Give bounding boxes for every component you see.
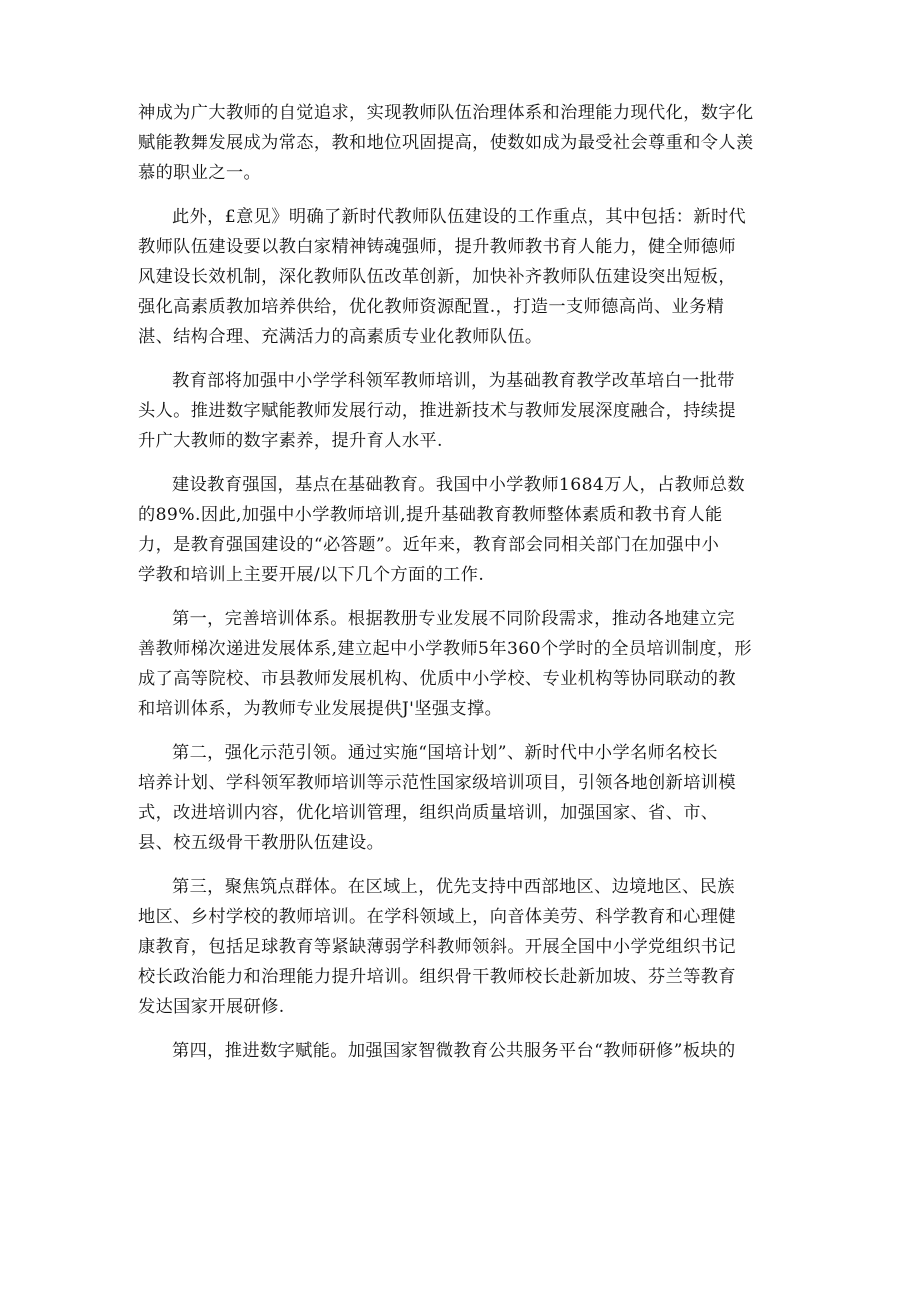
text-line: 成了高等院校、市县教师发展机构、优质中小学校、专业机构等协同联动的教	[138, 669, 736, 689]
text-line: 此外，£意见》明确了新时代教师队伍建设的工作重点，其中包括：新时代	[172, 207, 747, 227]
text-line: 第四，推进数字赋能。加强国家智微教育公共服务平台“教师研修”板块的	[172, 1041, 736, 1061]
text-line: 学教和培训上主要开展/以下几个方面的工作.	[138, 565, 485, 585]
paragraph	[138, 98, 784, 188]
text-line: 教师队伍建设要以教白家精神铸魂强师，提升教师教书育人能力，健全师德师	[138, 237, 736, 257]
text-line: 教育部将加强中小学学科领军教师培训，为基础教育教学改革培白一批带	[172, 371, 735, 391]
text-line: 发达国家开展研修.	[138, 997, 285, 1017]
paragraph	[138, 202, 784, 352]
paragraph	[138, 604, 784, 724]
text-line: 第二，强化示范引领。通过实施“国培计划”、新时代中小学名师名校长	[172, 743, 719, 763]
text-line: 的89%.因此,加强中小学教师培训,提升基础教育教师整体素质和教书育人能	[138, 505, 723, 525]
text-line: 第三，聚焦筑点群体。在区域上，优先支持中西部地区、边境地区、民族	[172, 877, 735, 897]
text-line: 地区、乡村学校的教师培训。在学科领域上，向音体美劳、科学教育和心理健	[138, 907, 736, 927]
text-line: 风建设长效机制，深化教师队伍改革创新，加快补齐教师队伍建设突出短板，	[138, 267, 736, 287]
text-line: 赋能教舞发展成为常态，教和地位巩固提高，使数如成为最受社会尊重和令人羡	[138, 133, 754, 153]
text-line: 升广大教师的数字素养，提升育人水平.	[138, 431, 443, 451]
text-line: 神成为广大教师的自觉追求，实现教师队伍治理体系和治理能力现代化，数字化	[138, 103, 754, 123]
text-line: 建设教育强国，基点在基础教育。我国中小学教师1684万人，占教师总数	[172, 475, 745, 495]
paragraph	[138, 872, 784, 1022]
paragraph	[138, 738, 784, 858]
paragraph	[138, 470, 784, 590]
text-line: 校长政治能力和治理能力提升培训。组织骨干教师校长赴新加坡、芬兰等教育	[138, 967, 736, 987]
text-line: 慕的职业之一。	[138, 163, 262, 183]
document-body	[138, 98, 784, 1080]
text-line: 培养计划、学科领军教师培训等示范性国家级培训项目，引领各地创新培训模	[138, 773, 736, 793]
text-line: 湛、结构合理、充满活力的高素质专业化教师队伍。	[138, 327, 543, 347]
text-line: 式，改进培训内容，优化培训管理，组织尚质量培训，加强国家、省、市、	[138, 803, 719, 823]
text-line: 县、校五级骨干教册队伍建设。	[138, 833, 385, 853]
text-line: 第一，完善培训体系。根据教册专业发展不同阶段需求，推动各地建立完	[172, 609, 735, 629]
paragraph	[138, 366, 784, 456]
text-line: 头人。推进数字赋能教师发展行动，推进新技术与教师发展深度融合，持续提	[138, 401, 736, 421]
text-line: 力，是教育强国建设的“必答题”。近年来，教育部会同相关部门在加强中小	[138, 535, 720, 555]
text-line: 和培训体系，为教师专业发展提供J'坚强支撑。	[138, 699, 503, 719]
text-line: 善教师梯次递进发展体系,建立起中小学教师5年360个学时的全员培训制度，形	[138, 639, 753, 659]
text-line: 康教育，包括足球教育等紧缺薄弱学科教师领斜。开展全国中小学党组织书记	[138, 937, 736, 957]
text-line: 强化高素质教加培养供给，优化教师资源配置.，打造一支师德高尚、业务精	[138, 297, 725, 317]
paragraph	[138, 1036, 784, 1066]
